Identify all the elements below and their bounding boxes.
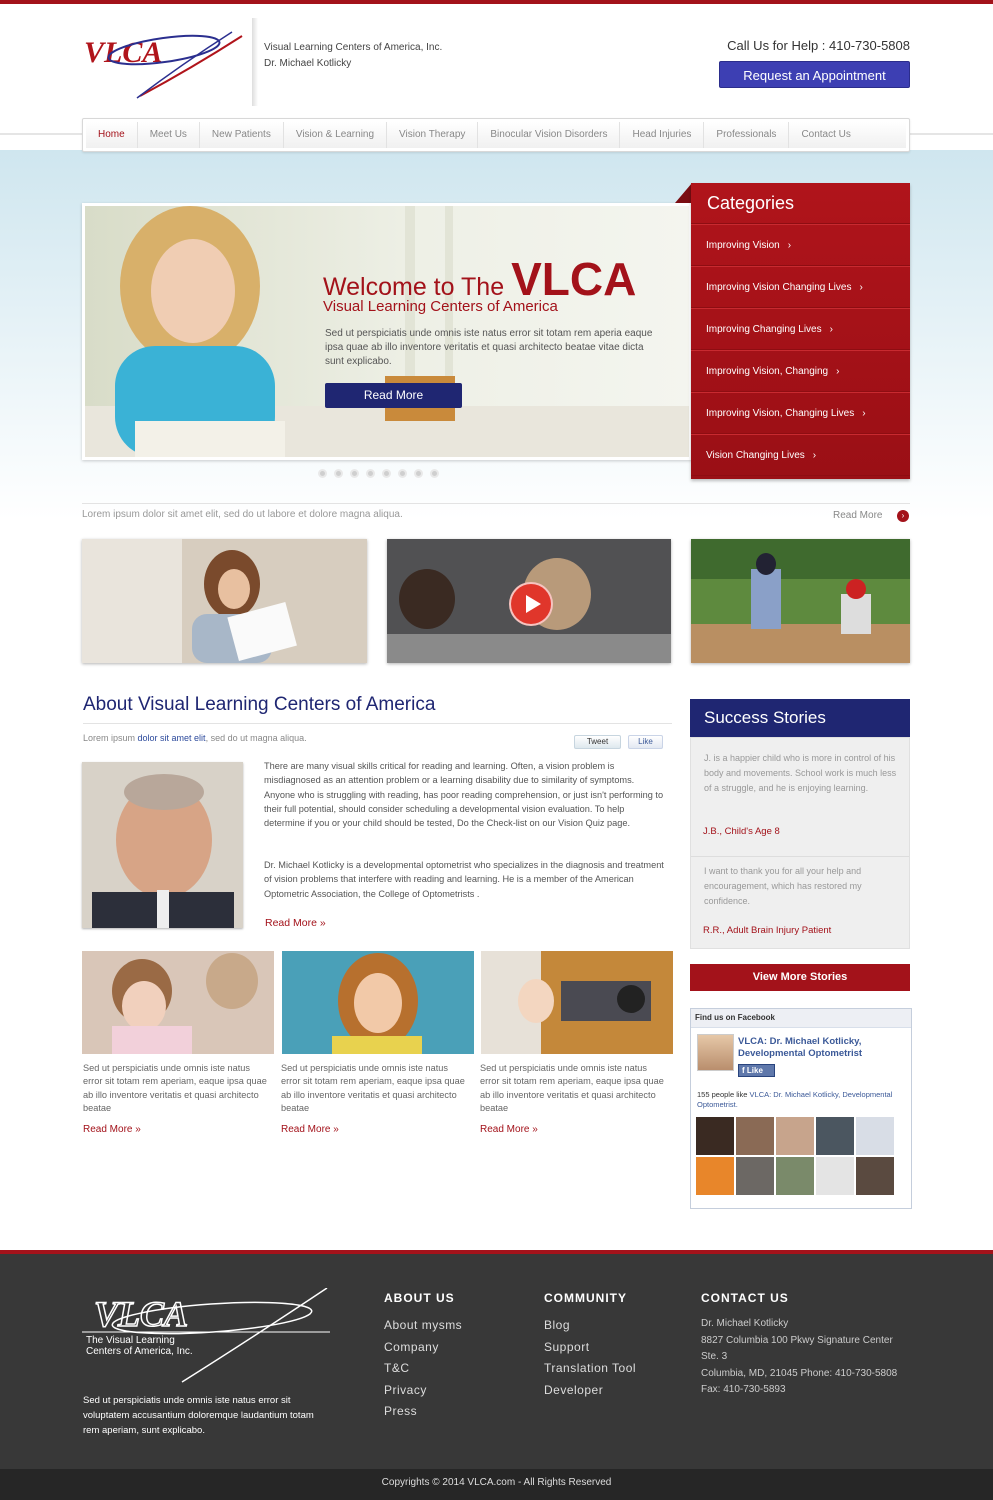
help-phone: Call Us for Help : 410-730-5808 [727,38,910,53]
vlca-logo[interactable] [82,28,252,100]
slider-dot[interactable] [414,469,423,478]
category-item[interactable] [691,392,910,434]
category-item[interactable] [691,434,910,476]
footer-link[interactable]: Support [544,1339,590,1354]
slider-dot[interactable] [382,469,391,478]
contact-line: Columbia, MD, 21045 Phone: 410-730-5808 [701,1367,898,1379]
fan-avatar[interactable] [856,1117,894,1155]
category-item[interactable] [691,350,910,392]
nav-home[interactable]: Home [86,122,138,148]
welcome-body: Sed ut perspiciatis unde omnis iste natus error sit totam rem aperia eaque ipsa quae ab illo inventore veritatis et quasi architecto beatae vitae dicta sunt explicabo. [325,328,653,367]
category-label: Improving Vision [706,240,780,251]
slider-dot[interactable] [334,469,343,478]
chevron-right-icon: › [836,366,840,377]
about-divider [83,723,672,724]
facebook-count-text: 155 people like [697,1090,750,1099]
slider-dot[interactable] [366,469,375,478]
card-read-more-label: Read More [83,1124,133,1135]
tweet-button[interactable]: Tweet [574,735,621,749]
footer-contact-title: CONTACT US [701,1291,789,1305]
fan-avatar[interactable] [696,1117,734,1155]
category-item[interactable] [691,266,910,308]
success-stories-title: Success Stories [690,699,910,737]
contact-line: Dr. Michael Kotlicky [701,1318,789,1329]
footer-about-links [384,1315,462,1423]
category-label: Vision Changing Lives [706,450,805,461]
welcome-brand: VLCA [511,253,637,305]
category-item[interactable] [691,308,910,350]
footer-description: Sed ut perspiciatis unde omnis iste natus error sit voluptatem accusantium doloremque laudantium totam rem aperiam, sunt explicabo. [83,1395,314,1436]
categories-fold [675,183,692,203]
hero-slider [82,203,692,460]
card-text: Sed ut perspiciatis unde omnis iste natus error sit totam rem aperiam, eaque ipsa quae ab illo inventore veritatis et quasi architecto beatae [83,1063,267,1113]
nav-new-patients[interactable]: New Patients [200,122,284,148]
footer-logo-caption [86,1335,193,1357]
category-item[interactable] [691,224,910,266]
footer-about-title: ABOUT US [384,1291,455,1305]
footer-link[interactable]: Company [384,1339,439,1354]
footer-community-title: COMMUNITY [544,1291,627,1305]
chevron-right-icon: › [859,282,863,293]
footer-community-links [544,1315,636,1401]
nav-professionals[interactable]: Professionals [704,122,789,148]
strip-read-more-link[interactable]: Read More [833,510,883,521]
thumb-baseball[interactable] [691,539,910,663]
request-appointment-button[interactable]: Request an Appointment [719,61,910,88]
footer-link[interactable]: Blog [544,1318,571,1332]
footer-logo-caption-line: The Visual Learning [86,1335,175,1346]
view-more-stories-button[interactable]: View More Stories [690,964,910,991]
facebook-like-label: Like [746,1066,763,1075]
footer-link[interactable]: About mysms [384,1318,463,1332]
story-quote: I want to thank you for all your help and encouragement, which has restored my confidence. [704,866,862,906]
footer-contact-info [701,1316,897,1399]
about-subtitle [83,733,307,743]
facebook-fan-faces [696,1117,896,1195]
chevron-right-icon: › [862,408,866,419]
categories-title: Categories [691,183,910,224]
arrow-right-circle-icon[interactable]: › [897,510,909,522]
org-name: Visual Learning Centers of America, Inc. [264,42,443,53]
play-video-icon[interactable] [509,582,553,626]
svg-text:VLCA: VLCA [84,36,163,69]
welcome-subtitle: Visual Learning Centers of America [323,298,558,315]
copyright-text: Copyrights © 2014 VLCA.com - All Rights Reserved [381,1477,612,1488]
welcome-text: Welcome to The [323,273,505,301]
card-read-more-link[interactable] [83,1124,141,1135]
fan-avatar[interactable] [816,1117,854,1155]
footer-link[interactable]: Translation Tool [544,1361,637,1375]
slider-dot[interactable] [318,469,327,478]
card-text: Sed ut perspiciatis unde omnis iste natus error sit totam rem aperiam, eaque ipsa quae ab illo inventore veritatis et quasi architecto beatae [480,1063,664,1113]
card-read-more-label: Read More [281,1124,331,1135]
facebook-page-name[interactable]: VLCA: Dr. Michael Kotlicky, Developmental Optometrist [738,1036,863,1059]
category-label: Improving Vision, Changing Lives [706,408,855,419]
nav-head-injuries[interactable]: Head Injuries [620,122,704,148]
card-image-child[interactable] [82,951,274,1054]
contact-line: 8827 Columbia 100 Pkwy Signature Center [701,1334,893,1346]
doctor-name: Dr. Michael Kotlicky [264,58,352,69]
org-info [264,40,442,72]
chevron-right-icon: › [812,450,817,461]
card-read-more-link[interactable] [480,1124,538,1135]
fan-avatar[interactable] [696,1157,734,1195]
thumb-woman-reading[interactable] [82,539,367,663]
double-chevron-icon: » [319,917,326,929]
slider-dot[interactable] [430,469,439,478]
nav-vision-learning[interactable]: Vision & Learning [284,122,387,148]
double-chevron-icon: » [532,1124,538,1135]
facebook-page-avatar[interactable] [697,1034,734,1071]
nav-meet-us[interactable]: Meet Us [138,122,200,148]
story-author[interactable]: R.R., Adult Brain Injury Patient [703,925,832,936]
double-chevron-icon: » [333,1124,339,1135]
logo-divider [252,18,258,106]
story-divider [691,856,909,857]
card-image-girl[interactable] [282,951,474,1054]
card-read-more-link[interactable] [281,1124,339,1135]
slide-read-more-button[interactable]: Read More [325,383,462,408]
about-paragraph-2: Dr. Michael Kotlicky is a developmental optometrist who specializes in the diagnosis and treatment of vision problems that interfere with reading and learning. He is a member of the American Optometric Association, the College of Optometrists . [264,860,664,899]
footer-logo-caption-line: Centers of America, Inc. [86,1346,193,1357]
slider-dot[interactable] [350,469,359,478]
fan-avatar[interactable] [776,1157,814,1195]
about-sub-link[interactable]: dolor sit amet elit [137,733,206,743]
about-sub-text: , sed do ut magna aliqua. [205,733,307,743]
fan-avatar[interactable] [736,1157,774,1195]
card-read-more-label: Read More [480,1124,530,1135]
card-text: Sed ut perspiciatis unde omnis iste natus error sit totam rem aperiam, eaque ipsa quae ab illo inventore veritatis et quasi architecto beatae [281,1063,465,1113]
main-nav [82,118,910,152]
strip-text: Lorem ipsum dolor sit amet elit, sed do ut labore et dolore magna aliqua. [82,509,403,520]
footer-link[interactable]: T&C [384,1361,410,1375]
nav-contact-us[interactable]: Contact Us [789,122,906,148]
about-read-more-link[interactable] [265,917,326,929]
categories-panel [691,183,910,479]
contact-line: Fax: 410-730-5893 [701,1384,786,1395]
footer-link[interactable]: Developer [544,1382,604,1397]
fan-avatar[interactable] [776,1117,814,1155]
fan-avatar[interactable] [856,1157,894,1195]
facebook-widget-header: Find us on Facebook [691,1009,911,1028]
svg-text:VLCA: VLCA [94,1294,189,1334]
story-author[interactable]: J.B., Child's Age 8 [703,826,780,837]
facebook-like-button[interactable]: Like [628,735,663,749]
category-label: Improving Vision, Changing [706,366,829,377]
slider-dot[interactable] [398,469,407,478]
facebook-like-count [697,1090,907,1110]
double-chevron-icon: » [135,1124,141,1135]
footer-link[interactable]: Privacy [384,1382,427,1397]
nav-vision-therapy[interactable]: Vision Therapy [387,122,478,148]
category-label: Improving Vision Changing Lives [706,282,852,293]
facebook-widget-like-button[interactable] [738,1064,775,1077]
about-heading-lead: About [83,694,138,715]
footer-link[interactable]: Press [384,1404,418,1418]
about-heading [83,694,435,716]
facebook-icon: f [742,1066,745,1075]
category-label: Improving Changing Lives [706,324,822,335]
contact-line: Ste. 3 [701,1351,728,1362]
fan-avatar[interactable] [816,1157,854,1195]
about-paragraph-1: There are many visual skills critical for reading and learning. Often, a vision problem is misdiagnosed as an attention problem or a learning disability due to similarity of symptoms. Anyone who is struggling with reading, has poor reading comprehension, or just isn't performing to their full potential, should consider scheduling a developmental vision evaluation. To help determine if you or your child should be tested, Do the Check-list on our Vision Quiz page. [264,761,664,829]
card-image-eye-exam[interactable] [481,951,673,1054]
story-quote: J. is a happier child who is more in control of his body and movements. School work is much less of a struggle, and he is enjoying learning. [704,753,897,793]
chevron-right-icon: › [829,324,833,335]
strip-divider [82,503,910,504]
nav-binocular-vision[interactable]: Binocular Vision Disorders [478,122,620,148]
fan-avatar[interactable] [736,1117,774,1155]
top-accent-bar [0,0,993,4]
chevron-right-icon: › [787,240,792,251]
slider-dots [318,469,439,478]
doctor-photo [82,762,243,928]
about-read-more-label: Read More [265,917,317,929]
about-heading-main: Visual Learning Centers of America [137,694,436,715]
about-sub-text: Lorem ipsum [83,733,138,743]
facebook-count-link[interactable]: VLCA: Dr. Michael Kotlicky, Developmental Optometrist. [697,1090,893,1109]
